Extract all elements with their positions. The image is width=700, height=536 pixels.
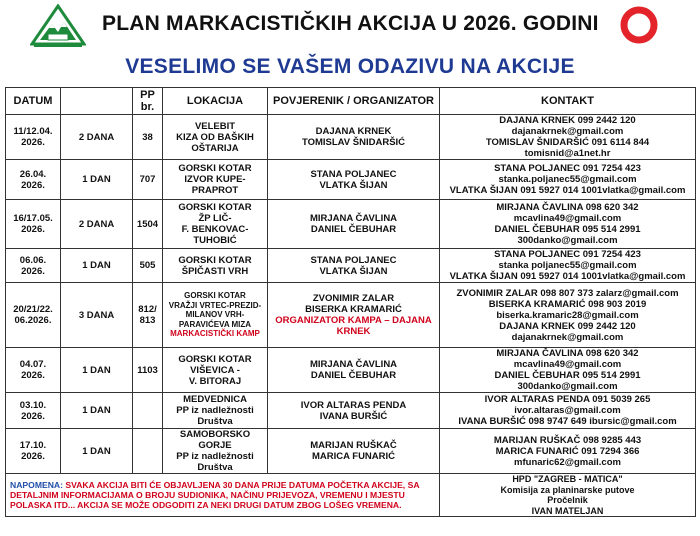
cell-lokacija <box>163 160 268 200</box>
kontakt-line: IVOR ALTARAS PENDA 091 5039 265 <box>484 394 651 405</box>
kontakt-line: ZVONIMIR ZALAR 098 807 373 zalarz@gmail.com <box>456 287 679 299</box>
lokacija-line: GORSKI KOTAR <box>178 163 252 174</box>
cell-pp: 505 <box>133 249 163 283</box>
povjerenik-line: STANA POLJANEC <box>310 254 397 266</box>
cell-trajanje: 3 DANA <box>61 283 133 348</box>
kontakt-line: STANA POLJANEC 091 7254 423 <box>494 163 641 174</box>
actions-table <box>5 87 696 517</box>
povjerenik-line: DANIEL ČEBUHAR <box>310 370 397 381</box>
kontakt-line: IVANA BURŠIĆ 098 9747 649 ibursic@gmail.com <box>458 416 677 427</box>
cell-datum: 03.10. 2026. <box>6 393 61 429</box>
lokacija-line: MILANOV VRH- <box>185 310 245 320</box>
kontakt-line: stanka poljanec55@gmail.com <box>498 260 637 271</box>
cell-kontakt <box>440 115 696 160</box>
cell-pp: 707 <box>133 160 163 200</box>
cell-trajanje: 1 DAN <box>61 249 133 283</box>
cell-pp <box>133 393 163 429</box>
col-header-pp: PP br. <box>133 88 163 115</box>
cell-kontakt <box>440 283 696 348</box>
lokacija-line: Društva <box>197 416 233 427</box>
org-commission: Komisija za planinarske putove <box>500 484 635 495</box>
kontakt-line: STANA POLJANEC 091 7254 423 <box>494 249 641 260</box>
cell-povjerenik <box>268 115 440 160</box>
cell-lokacija <box>163 429 268 474</box>
cell-kontakt <box>440 393 696 429</box>
cell-pp: 38 <box>133 115 163 160</box>
cell-pp <box>133 429 163 474</box>
cell-kontakt <box>440 160 696 200</box>
lokacija-line: OŠTARIJA <box>191 142 239 154</box>
lokacija-line: IZVOR KUPE- <box>184 174 246 185</box>
lokacija-line: GORSKI KOTAR <box>178 202 252 213</box>
cell-pp: 1504 <box>133 200 163 249</box>
povjerenik-line: VLATKA ŠIJAN <box>319 265 388 277</box>
lokacija-line: V. BITORAJ <box>188 375 242 387</box>
kontakt-line: MIRJANA ČAVLINA 098 620 342 <box>496 202 639 213</box>
table-row <box>6 160 696 200</box>
cell-pp: 812/ 813 <box>133 283 163 348</box>
povjerenik-line: DANIEL ČEBUHAR <box>310 224 397 235</box>
table-header-row <box>6 88 696 115</box>
table-row <box>6 283 696 348</box>
kontakt-line: biserka.kramaric28@gmail.com <box>496 309 639 321</box>
kontakt-line: dajanakrnek@gmail.com <box>511 126 624 137</box>
kontakt-line: VLATKA ŠIJAN 091 5927 014 1001vlatka@gmail.com <box>449 185 686 196</box>
kontakt-line: BISERKA KRAMARIĆ 098 903 2019 <box>488 298 647 310</box>
lokacija-line: VELEBIT <box>194 120 236 132</box>
col-header-lokacija: LOKACIJA <box>163 88 268 115</box>
kontakt-line: DAJANA KRNEK 099 2442 120 <box>499 320 636 332</box>
cell-datum: 06.06. 2026. <box>6 249 61 283</box>
kontakt-line: mfunaric62@gmail.com <box>514 456 621 468</box>
kontakt-line: MARIJAN RUŠKAČ 098 9285 443 <box>493 434 642 446</box>
cell-datum: 26.04. 2026. <box>6 160 61 200</box>
kontakt-line: mcavlina49@gmail.com <box>513 359 622 370</box>
cell-trajanje: 1 DAN <box>61 393 133 429</box>
kontakt-line: ivor.altaras@gmail.com <box>514 405 621 416</box>
page-title: PLAN MARKACISTIČKIH AKCIJA U 2026. GODINI <box>102 12 599 35</box>
lokacija-line: GORSKI KOTAR <box>184 291 246 301</box>
cell-povjerenik <box>268 283 440 348</box>
cell-povjerenik <box>268 393 440 429</box>
org-role: Pročelnik <box>547 495 588 505</box>
cell-datum: 17.10. 2026. <box>6 429 61 474</box>
cell-povjerenik <box>268 200 440 249</box>
lokacija-line: ŽP LIČ- <box>198 213 232 224</box>
kontakt-line: VLATKA ŠIJAN 091 5927 014 1001vlatka@gmail.com <box>449 271 686 282</box>
kontakt-line: mcavlina49@gmail.com <box>513 213 622 224</box>
lokacija-line: GORJE <box>198 440 232 451</box>
trail-marker-icon <box>620 6 658 44</box>
lokacija-line: F. BENKOVAC- <box>181 224 249 235</box>
table-row <box>6 348 696 393</box>
cell-kontakt <box>440 348 696 393</box>
napomena-note <box>6 474 440 517</box>
page-subtitle: VESELIMO SE VAŠEM ODAZIVU NA AKCIJE <box>125 55 575 78</box>
kontakt-line: dajanakrnek@gmail.com <box>511 331 624 343</box>
table-row <box>6 393 696 429</box>
povjerenik-line: BISERKA KRAMARIĆ <box>305 304 402 315</box>
povjerenik-line: VLATKA ŠIJAN <box>319 179 388 191</box>
kontakt-line: stanka.poljanec55@gmail.com <box>498 174 637 185</box>
cell-kontakt <box>440 200 696 249</box>
table-row <box>6 200 696 249</box>
cell-povjerenik <box>268 160 440 200</box>
cell-trajanje: 1 DAN <box>61 429 133 474</box>
kontakt-line: DANIEL ČEBUHAR 095 514 2991 <box>494 370 641 381</box>
cell-lokacija <box>163 393 268 429</box>
org-name: HPD "ZAGREB - MATICA" <box>512 474 623 484</box>
camp-organizer: ORGANIZATOR KAMPA – DAJANA KRNEK <box>275 315 432 337</box>
cell-povjerenik <box>268 348 440 393</box>
lokacija-line: TUHOBIĆ <box>193 235 237 246</box>
cell-povjerenik <box>268 249 440 283</box>
lokacija-line: PARAVIĆEVA MIZA <box>178 319 252 329</box>
kontakt-line: TOMISLAV ŠNIDARŠIĆ 091 6114 844 <box>485 137 650 148</box>
camp-label: MARKACISTIČKI KAMP <box>170 329 260 339</box>
kontakt-line: DANIEL ČEBUHAR 095 514 2991 <box>494 224 641 235</box>
povjerenik-line: MIRJANA ČAVLINA <box>309 359 398 370</box>
lokacija-line: Društva <box>197 462 233 473</box>
cell-kontakt <box>440 429 696 474</box>
kontakt-line: DAJANA KRNEK 099 2442 120 <box>499 115 636 126</box>
cell-trajanje: 1 DAN <box>61 348 133 393</box>
lokacija-line: GORSKI KOTAR <box>178 254 252 266</box>
cell-datum: 20/21/22. 06.2026. <box>6 283 61 348</box>
page-header <box>0 0 700 50</box>
cell-trajanje: 2 DANA <box>61 200 133 249</box>
cell-lokacija <box>163 249 268 283</box>
table-row <box>6 115 696 160</box>
col-header-povjerenik: POVJERENIK / ORGANIZATOR <box>268 88 440 115</box>
hpd-logo-icon <box>30 4 86 48</box>
lokacija-line: MEDVEDNICA <box>183 394 247 405</box>
povjerenik-line: DAJANA KRNEK <box>315 126 392 137</box>
lokacija-line: PP iz nadležnosti <box>176 451 254 462</box>
col-header-datum: DATUM <box>6 88 61 115</box>
lokacija-line: PP iz nadležnosti <box>176 405 254 416</box>
povjerenik-line: STANA POLJANEC <box>310 168 397 180</box>
povjerenik-line: MARIJAN RUŠKAČ <box>310 440 397 451</box>
cell-datum: 11/12.04. 2026. <box>6 115 61 160</box>
cell-trajanje: 1 DAN <box>61 160 133 200</box>
lokacija-line: VIŠEVICA - <box>190 364 240 376</box>
lokacija-line: GORSKI KOTAR <box>178 353 252 365</box>
organization-signature <box>440 474 696 517</box>
lokacija-line: VRAŽJI VRTEC-PREZID- <box>168 300 262 310</box>
table-row <box>6 429 696 474</box>
cell-lokacija <box>163 348 268 393</box>
lokacija-line: SAMOBORSKO <box>179 429 251 440</box>
povjerenik-line: IVANA BURŠIĆ <box>319 410 388 422</box>
col-header-kontakt: KONTAKT <box>440 88 696 115</box>
kontakt-line: tomisnid@a1net.hr <box>524 148 611 159</box>
kontakt-line: MIRJANA ČAVLINA 098 620 342 <box>496 348 639 359</box>
kontakt-line: 300danko@gmail.com <box>517 235 618 246</box>
lokacija-line: PRAPROT <box>191 185 239 196</box>
col-header-trajanje <box>61 88 133 115</box>
povjerenik-line: MIRJANA ČAVLINA <box>309 213 398 224</box>
povjerenik-line: TOMISLAV ŠNIDARŠIĆ <box>301 137 406 148</box>
cell-kontakt <box>440 249 696 283</box>
kontakt-line: 300danko@gmail.com <box>517 381 618 392</box>
napomena-label: NAPOMENA: <box>10 480 63 490</box>
cell-lokacija <box>163 200 268 249</box>
table-row <box>6 249 696 283</box>
lokacija-line: ŠPIČASTI VRH <box>181 265 249 277</box>
cell-povjerenik <box>268 429 440 474</box>
org-person: IVAN MATELJAN <box>531 505 604 516</box>
cell-trajanje: 2 DANA <box>61 115 133 160</box>
napomena-text: SVAKA AKCIJA BITI ĆE OBJAVLJENA 30 DANA PRIJE DATUMA POČETKA AKCIJE, SA DETALJNIM INFORMACIJAMA O BROJU SUDIONIKA, NAČINU PRIJEVOZA, VREMENU I MJESTU POLASKA ITD... AKCIJA SE MOŽE ODGODITI ZA NEKI DRUGI DATUM ZBOG LOŠEG VREMENA. <box>10 480 420 510</box>
povjerenik-line: IVOR ALTARAS PENDA <box>300 399 407 411</box>
povjerenik-line: ZVONIMIR ZALAR <box>312 293 395 304</box>
footer-row <box>6 474 696 517</box>
cell-lokacija <box>163 115 268 160</box>
cell-pp: 1103 <box>133 348 163 393</box>
cell-datum: 04.07. 2026. <box>6 348 61 393</box>
kontakt-line: MARICA FUNARIĆ 091 7294 366 <box>495 445 640 457</box>
cell-datum: 16/17.05. 2026. <box>6 200 61 249</box>
cell-lokacija <box>163 283 268 348</box>
povjerenik-line: MARICA FUNARIĆ <box>311 451 396 462</box>
lokacija-line: KIZA OD BAŠKIH <box>176 131 254 143</box>
